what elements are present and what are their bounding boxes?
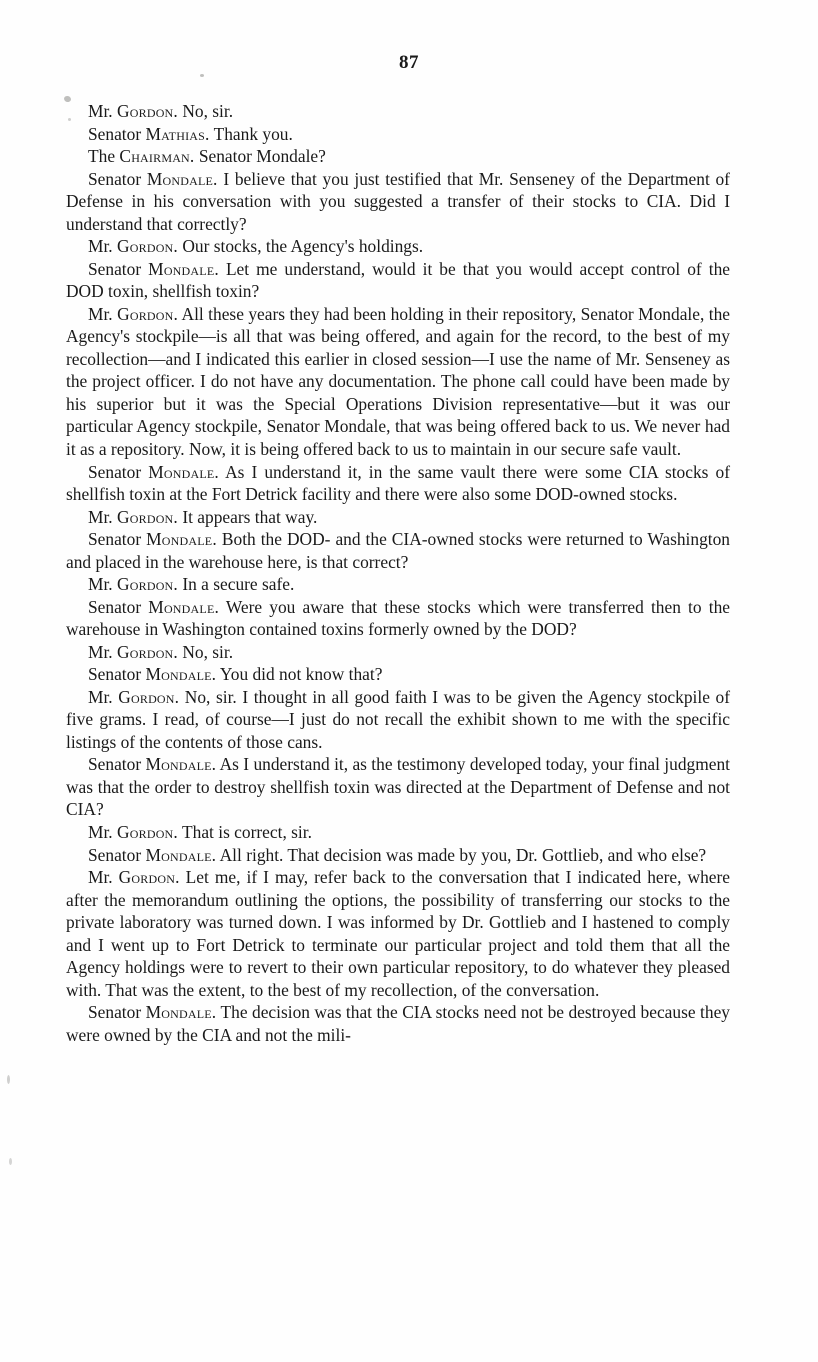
speaker-label: Senator Mathias. xyxy=(88,123,210,144)
transcript-paragraph xyxy=(66,844,730,867)
speaker-label: Senator Mondale. xyxy=(88,1002,217,1023)
transcript-paragraph xyxy=(66,235,730,258)
speaker-name: Gordon. xyxy=(117,822,178,842)
transcript-paragraph xyxy=(66,641,730,664)
transcript-paragraph xyxy=(66,596,730,641)
paragraph-text: As I understand it, as the testimony developed today, your final judgment was that the order to destroy shellfish toxin was directed at the Department of Defense and not CIA? xyxy=(66,754,730,820)
speaker-name: Mondale. xyxy=(145,664,217,685)
ink-speck-icon xyxy=(7,1075,10,1084)
paragraph-text: Thank you. xyxy=(209,123,293,144)
speaker-label: Mr. Gordon. xyxy=(88,303,179,324)
speaker-name: Mondale. xyxy=(148,596,220,617)
speaker-name: Gordon. xyxy=(117,303,179,324)
speaker-label: Mr. Gordon. xyxy=(88,686,180,707)
transcript-paragraph xyxy=(66,168,730,236)
speaker-label: Mr. Gordon. xyxy=(88,822,178,842)
speaker-name: Mathias. xyxy=(145,123,210,144)
speaker-label: Senator Mondale. xyxy=(88,529,217,550)
speaker-label: Senator Mondale. xyxy=(88,844,217,865)
speaker-name: Mondale. xyxy=(145,1002,217,1023)
speaker-name: Gordon. xyxy=(117,574,178,595)
speaker-label: Mr. Gordon. xyxy=(88,867,180,888)
transcript-paragraph xyxy=(66,528,730,573)
speaker-name: Mondale. xyxy=(145,754,217,775)
transcript-paragraph xyxy=(66,663,730,686)
paragraph-text: That is correct, sir. xyxy=(177,822,312,842)
speaker-name: Mondale. xyxy=(148,461,219,482)
speaker-label: Senator Mondale. xyxy=(88,461,219,482)
transcript-paragraph xyxy=(66,866,730,1001)
speaker-label: Senator Mondale. xyxy=(88,596,220,617)
paragraph-text: Senator Mondale? xyxy=(194,146,326,167)
speaker-label: Mr. Gordon. xyxy=(88,506,178,527)
speaker-label: Senator Mondale. xyxy=(88,664,217,685)
paragraph-text: All right. That decision was made by you, Dr. Gottlieb, and who else? xyxy=(216,844,707,865)
paragraph-text: No, sir. I thought in all good faith I was to be given the Agency stockpile of five grams. I read, of course—I just do not recall the exhibit shown to me with the specific listings of the contents of those cans. xyxy=(66,686,730,752)
paragraph-text: In a secure safe. xyxy=(177,574,295,595)
paragraph-text: You did not know that? xyxy=(216,664,383,685)
speaker-label: Senator Mondale. xyxy=(88,168,218,189)
paragraph-text: Our stocks, the Agency's holdings. xyxy=(177,236,424,257)
speaker-label: The Chairman. xyxy=(88,146,195,167)
transcript-paragraph xyxy=(66,145,730,168)
transcript-paragraph xyxy=(66,258,730,303)
paragraph-text: All these years they had been holding in their repository, Senator Mondale, the Agency's stockpile—is all that was being offered, and again for the record, to the best of my recollection—and I indicated this earlier in closed session—I use the name of Mr. Senseney as the project officer. I do not have any documentation. The phone call could have been made by his superior but it was the Special Operations Division representative—but it was our particular Agency stockpile, Senator Mondale, that was being offered back to us. We never had it as a repository. Now, it is being offered back to us to maintain in our secure safe vault. xyxy=(66,303,730,459)
transcript-paragraph xyxy=(66,123,730,146)
speaker-name: Gordon. xyxy=(118,867,180,888)
transcript-paragraph xyxy=(66,753,730,821)
speaker-label: Mr. Gordon. xyxy=(88,101,178,121)
transcript-paragraph xyxy=(66,461,730,506)
speaker-label: Mr. Gordon. xyxy=(88,574,178,595)
transcript-paragraph xyxy=(66,506,730,529)
transcript-body xyxy=(66,100,730,1046)
paragraph-text: Were you aware that these stocks which were transferred then to the warehouse in Washington contained toxins formerly owned by the DOD? xyxy=(66,596,730,640)
transcript-paragraph xyxy=(66,573,730,596)
paragraph-text: Both the DOD- and the CIA-owned stocks were returned to Washington and placed in the warehouse here, is that correct? xyxy=(66,529,730,572)
speaker-name: Gordon. xyxy=(117,641,178,662)
speaker-label: Mr. Gordon. xyxy=(88,641,178,662)
speaker-label: Senator Mondale. xyxy=(88,754,217,775)
speaker-label: Mr. Gordon. xyxy=(88,236,178,257)
paragraph-text: No, sir. xyxy=(177,101,234,121)
speaker-name: Mondale. xyxy=(146,529,217,550)
speaker-name: Gordon. xyxy=(117,101,178,121)
transcript-paragraph xyxy=(66,686,730,754)
paragraph-text: I believe that you just testified that Mr. Senseney of the Department of Defense in his conversation with you suggested a transfer of their stocks to CIA. Did I understand that correctly? xyxy=(66,168,730,234)
paragraph-text: No, sir. xyxy=(177,641,234,662)
transcript-paragraph xyxy=(66,100,730,123)
speaker-name: Chairman. xyxy=(119,146,195,167)
speaker-name: Gordon. xyxy=(117,506,178,527)
paragraph-text: Let me understand, would it be that you would accept control of the DOD toxin, shellfish toxin? xyxy=(66,258,730,302)
transcript-paragraph xyxy=(66,303,730,461)
speaker-label: Senator Mondale. xyxy=(88,258,219,279)
transcript-paragraph xyxy=(66,821,730,844)
paragraph-text: The decision was that the CIA stocks need not be destroyed because they were owned by the CIA and not the mili- xyxy=(66,1002,730,1045)
paragraph-text: Let me, if I may, refer back to the conversation that I indicated here, where after the memorandum outlining the options, the possibility of transferring our stocks to the private laboratory was turned down. I was informed by Dr. Gottlieb and I hastened to comply and I went up to Fort Detrick to terminate our particular project and told them that all the Agency holdings were to revert to their own particular repository, to do whatever they pleased with. That was the extent, to the best of my recollection, of the conversation. xyxy=(66,867,730,1000)
ink-speck-icon xyxy=(9,1158,12,1165)
speaker-name: Gordon. xyxy=(118,686,180,707)
speaker-name: Mondale. xyxy=(146,168,218,189)
speaker-name: Gordon. xyxy=(117,236,178,257)
ink-speck-icon xyxy=(200,74,204,77)
speaker-name: Mondale. xyxy=(145,844,217,865)
page-number: 87 xyxy=(399,52,419,73)
speaker-name: Mondale. xyxy=(148,258,219,279)
paragraph-text: It appears that way. xyxy=(177,506,318,527)
paragraph-text: As I understand it, in the same vault there were some CIA stocks of shellfish toxin at the Fort Detrick facility and there were also some DOD-owned stocks. xyxy=(66,461,730,505)
transcript-paragraph xyxy=(66,1001,730,1046)
